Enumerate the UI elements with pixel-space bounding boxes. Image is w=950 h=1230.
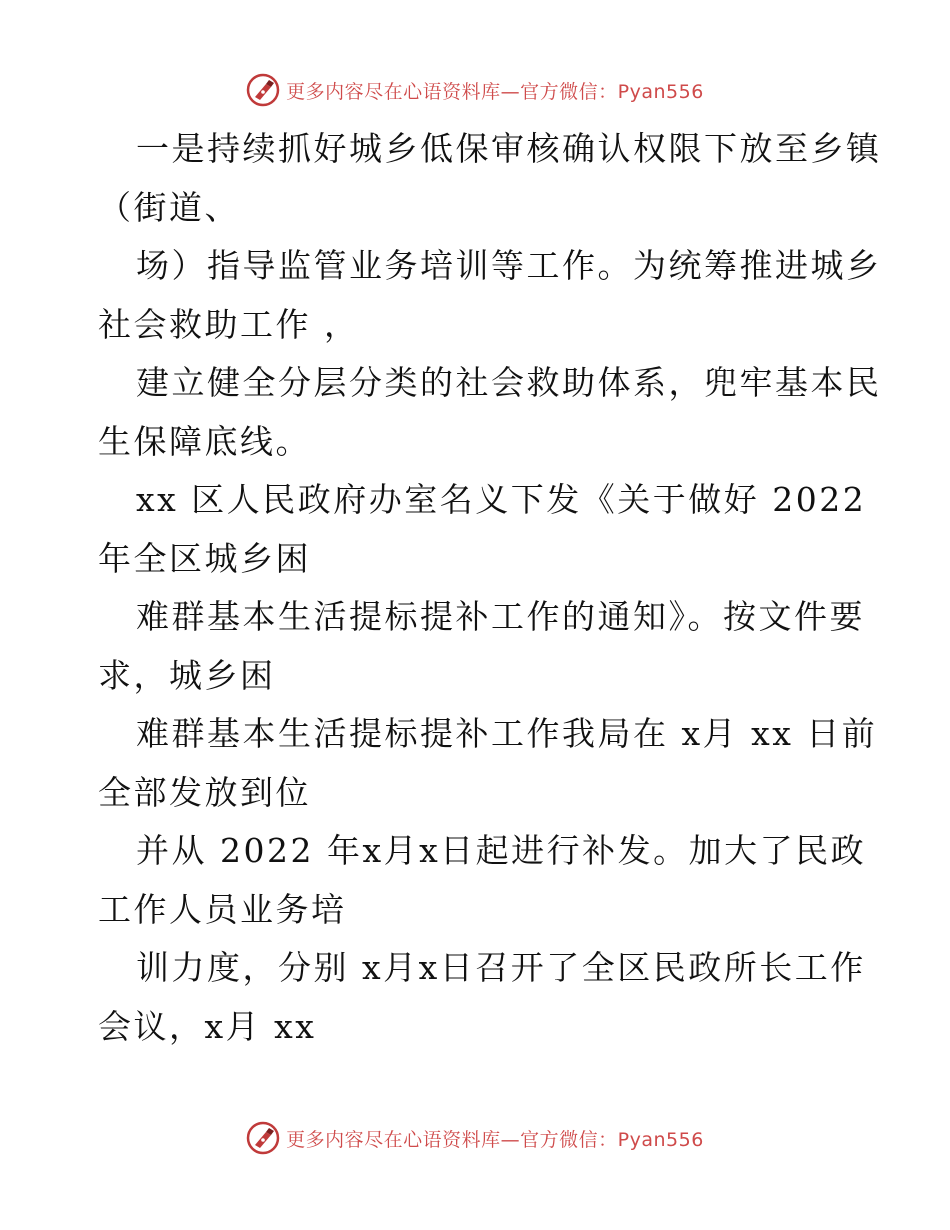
text-line: 社会救助工作 ， xyxy=(98,304,360,344)
text-line: 一是持续抓好城乡低保审核确认权限下放至乡镇 xyxy=(136,129,882,168)
footer-banner xyxy=(0,1118,950,1158)
header-banner xyxy=(0,70,950,110)
text-line: 训力度，分别 x月x日召开了全区民政所长工作 xyxy=(136,948,866,987)
header-banner-text: 更多内容尽在心语资料库—官方微信：Pyan556 xyxy=(286,80,704,103)
text-line: xx 区人民政府办室名义下发《关于做好 2022 xyxy=(136,480,867,519)
text-line: 生保障底线。 xyxy=(98,421,311,461)
document-body xyxy=(98,120,882,1056)
text-line: 求，城乡困 xyxy=(98,655,276,695)
text-line: 会议，x月 xx xyxy=(98,1006,317,1046)
text-line: 难群基本生活提标提补工作我局在 x月 xx 日前 xyxy=(136,714,878,753)
pen-nib-logo-icon xyxy=(246,1121,280,1155)
text-line: 全部发放到位 xyxy=(98,772,311,812)
text-line: 难群基本生活提标提补工作的通知》。按文件要 xyxy=(136,597,865,636)
footer-banner-text: 更多内容尽在心语资料库—官方微信：Pyan556 xyxy=(286,1128,704,1151)
text-line: 年全区城乡困 xyxy=(98,538,311,578)
text-line: 建立健全分层分类的社会救助体系，兜牢基本民 xyxy=(136,363,882,402)
text-line: 工作人员业务培 xyxy=(98,889,347,929)
text-line: 并从 2022 年x月x日起进行补发。加大了民政 xyxy=(136,831,867,870)
pen-nib-logo-icon xyxy=(246,73,280,107)
text-line: （街道、 xyxy=(98,187,240,227)
text-line: 场）指导监管业务培训等工作。为统筹推进城乡 xyxy=(136,246,882,285)
